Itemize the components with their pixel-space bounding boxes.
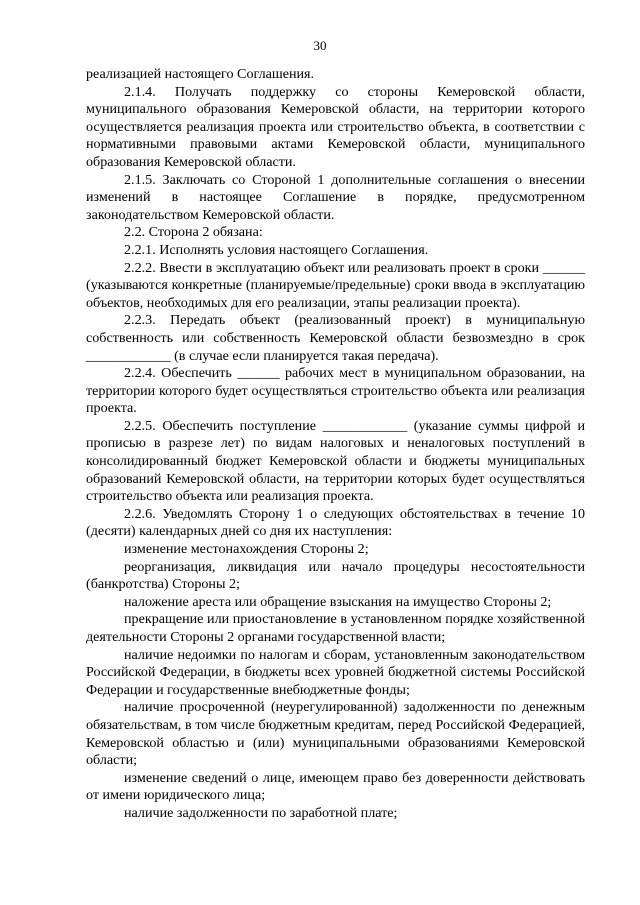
paragraph: наличие задолженности по заработной плате;: [124, 804, 398, 821]
paragraph: 2.2.6. Уведомлять Сторону 1 о следующих обстоятельствах в течение 10 (десяти) календарных дней со дня их наступления:: [86, 505, 585, 540]
paragraph: изменение сведений о лице, имеющем право без доверенности действовать от имени юридического лица;: [86, 769, 585, 804]
paragraph: 2.2. Сторона 2 обязана:: [124, 224, 263, 241]
paragraph: наложение ареста или обращение взыскания на имущество Стороны 2;: [124, 593, 552, 610]
page-number: 30: [313, 38, 327, 53]
paragraph: 2.2.5. Обеспечить поступление ____________ (указание суммы цифрой и прописью в разрезе лет) по видам налоговых и неналоговых поступлений в консолидированный бюджет Кемеровской области и бюджеты муниципальных образований Кемеровской области, на территории которых будет осуществляться строительство объекта или реализация проекта.: [86, 417, 585, 505]
paragraph: наличие недоимки по налогам и сборам, установленным законодательством Российской Федерации, в бюджеты всех уровней бюджетной системы Российской Федерации и государственные внебюджетные фонды;: [86, 646, 585, 698]
paragraph: 2.2.3. Передать объект (реализованный проект) в муниципальную собственность или собственность Кемеровской области безвозмездно в срок ____________ (в случае если планируется такая передача).: [86, 312, 585, 364]
paragraph: прекращение или приостановление в установленном порядке хозяйственной деятельности Стороны 2 органами государственной власти;: [86, 611, 585, 645]
paragraph: наличие просроченной (неурегулированной) задолженности по денежным обязательствам, в том числе бюджетным кредитам, перед Российской Федерацией, Кемеровской областью и (или) муниципальными образованиями Кемеровской области;: [86, 699, 585, 769]
paragraph: 2.2.1. Исполнять условия настоящего Соглашения.: [124, 241, 429, 258]
paragraph: 2.1.5. Заключать со Стороной 1 дополнительные соглашения о внесении изменений в настоящее Соглашение в порядке, предусмотренном законодательством Кемеровской области.: [86, 171, 585, 223]
paragraph: 2.2.4. Обеспечить ______ рабочих мест в муниципальном образовании, на территории которого будет осуществляться строительство объекта или реализация проекта.: [86, 365, 585, 417]
paragraph: 2.1.4. Получать поддержку со стороны Кемеровской области, муниципального образования Кемеровской области, на территории которого осуществляется реализация проекта или строительство объекта, в соответствии с нормативными правовыми актами Кемеровской области, муниципального образования Кемеровской области.: [86, 83, 585, 170]
paragraph: изменение местонахождения Стороны 2;: [124, 541, 369, 558]
paragraph: 2.2.2. Ввести в эксплуатацию объект или реализовать проект в сроки ______ (указываются конкретные (планируемые/предельные) сроки ввода в эксплуатацию объектов, необходимых для его реализации, этапы реализации проекта).: [86, 259, 585, 311]
paragraph: реализацией настоящего Соглашения.: [86, 66, 315, 82]
paragraph: реорганизация, ликвидация или начало процедуры несостоятельности (банкротства) Стороны 2;: [86, 558, 585, 593]
document-body: [86, 66, 585, 823]
